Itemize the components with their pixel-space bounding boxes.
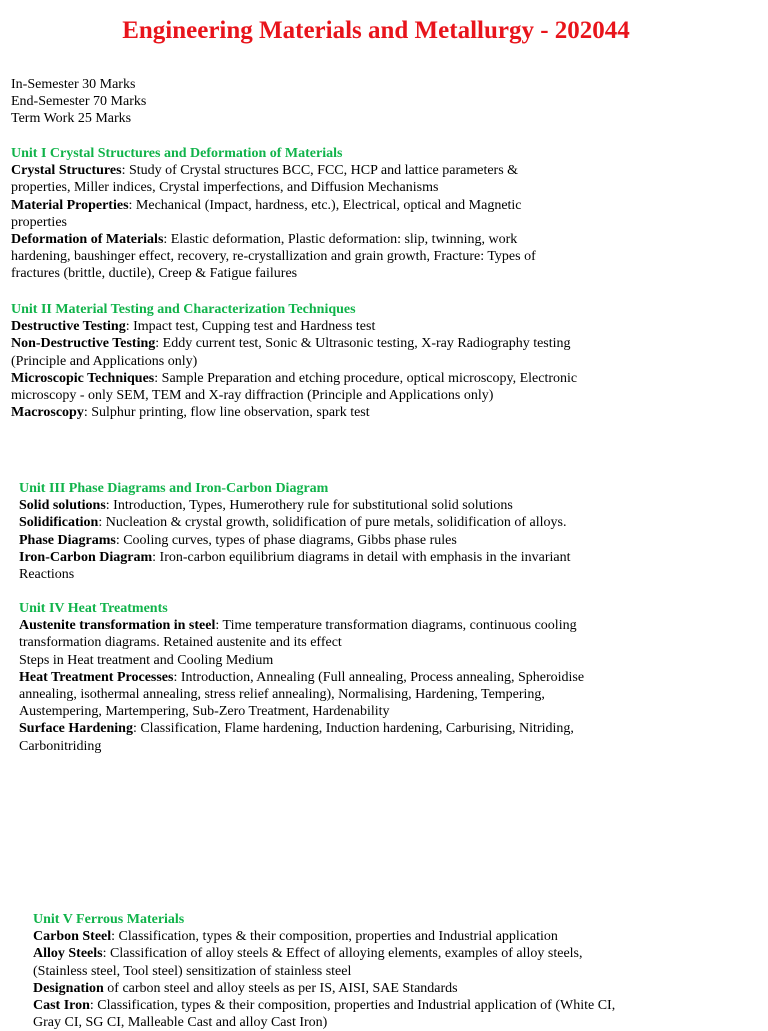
marks-in-semester: In-Semester 30 Marks (11, 77, 136, 92)
topic-name: Deformation of Materials (11, 232, 164, 248)
topic-name: Destructive Testing (11, 319, 126, 335)
topic-name: Crystal Structures (11, 163, 122, 179)
topic-paragraph (11, 318, 611, 335)
topic-paragraph (19, 720, 619, 754)
topic-paragraph (19, 532, 609, 549)
topic-paragraph (33, 945, 633, 979)
topic-paragraph (33, 997, 633, 1031)
topic-text: : Eddy current test, Sonic & Ultrasonic testing, X-ray Radiography testing (Principle and Applications only) (11, 336, 571, 369)
marks-end-semester: End-Semester 70 Marks (11, 94, 147, 110)
topic-name: Macroscopy (11, 405, 84, 421)
topic-paragraph (11, 162, 571, 196)
topic-paragraph (11, 370, 611, 404)
topic-paragraph (19, 549, 609, 583)
topic-paragraph (19, 617, 619, 651)
topic-text: of carbon steel and alloy steels as per IS, AISI, SAE Standards (103, 980, 458, 996)
topic-name: Solid solutions (19, 498, 106, 514)
unit-heading: Unit I Crystal Structures and Deformation of Materials (11, 146, 343, 161)
topic-name: Carbon Steel (33, 929, 112, 945)
topic-text: : Cooling curves, types of phase diagrams, Gibbs phase rules (115, 532, 457, 548)
topic-text: : Introduction, Types, Humerothery rule for substitutional solid solutions (105, 498, 513, 514)
topic-text: : Iron-carbon equilibrium diagrams in detail with emphasis in the invariant Reactions (19, 549, 571, 583)
topic-text: : Sample Preparation and etching procedure, optical microscopy, Electronic microscopy - only SEM, TEM and X-ray diffraction (Principle and Applications only) (11, 370, 578, 404)
topic-name: Cast Iron (33, 998, 90, 1014)
marks-list (11, 76, 146, 128)
topic-paragraph (11, 404, 611, 421)
topic-name: Non-Destructive Testing (11, 336, 156, 352)
topic-name: Phase Diagrams (19, 532, 116, 548)
topic-name: Material Properties (11, 197, 129, 213)
unit-heading: Unit IV Heat Treatments (19, 601, 168, 616)
topic-text: : Classification, types & their composition, properties and Industrial application (111, 929, 558, 945)
topic-name: Iron-Carbon Diagram (19, 549, 153, 565)
topic-text: : Nucleation & crystal growth, solidification of pure metals, solidification of alloys. (98, 515, 567, 531)
topic-name: Heat Treatment Processes (19, 669, 174, 685)
unit-4-section (19, 600, 619, 755)
topic-text: : Study of Crystal structures BCC, FCC, HCP and lattice parameters & properties, Miller indices, Crystal imperfections, and Diffusion Mechanisms (11, 163, 519, 196)
topic-text: : Mechanical (Impact, hardness, etc.), Electrical, optical and Magnetic properties (11, 197, 522, 230)
topic-name: Designation (33, 980, 104, 996)
topic-text: : Sulphur printing, flow line observation, spark test (83, 405, 370, 421)
topic-text: : Time temperature transformation diagrams, continuous cooling transformation diagrams. Retained austenite and its effect (19, 618, 577, 651)
topic-text: Steps in Heat treatment and Cooling Medium (19, 652, 274, 668)
unit-heading: Unit II Material Testing and Characterization Techniques (11, 302, 356, 317)
topic-paragraph (19, 497, 609, 514)
unit-3-section (19, 480, 609, 583)
topic-paragraph (11, 197, 571, 231)
topic-paragraph (19, 514, 609, 531)
topic-name: Solidification (19, 515, 99, 531)
topic-text: : Impact test, Cupping test and Hardness test (125, 319, 376, 335)
topic-paragraph (11, 335, 611, 369)
topic-name: Surface Hardening (19, 721, 133, 737)
topic-paragraph (19, 669, 619, 721)
marks-term-work: Term Work 25 Marks (11, 111, 132, 127)
unit-heading: Unit III Phase Diagrams and Iron-Carbon Diagram (19, 481, 329, 496)
topic-name: Austenite transformation in steel (19, 618, 216, 634)
unit-5-section (33, 911, 633, 1031)
topic-paragraph (19, 652, 619, 669)
document-title: Engineering Materials and Metallurgy - 202044 (122, 17, 630, 44)
topic-text: : Classification, Flame hardening, Induction hardening, Carburising, Nitriding, Carbonitriding (19, 721, 574, 754)
topic-name: Alloy Steels (33, 946, 103, 962)
unit-1-section (11, 145, 571, 283)
topic-name: Microscopic Techniques (11, 370, 155, 386)
topic-text: : Classification of alloy steels & Effect of alloying elements, examples of alloy steels, (Stainless steel, Tool steel) sensitization of stainless steel (33, 946, 583, 979)
topic-paragraph (33, 980, 633, 997)
topic-paragraph (33, 928, 633, 945)
topic-text: : Elastic deformation, Plastic deformation: slip, twinning, work hardening, baushinger effect, recovery, re-crystallization and grain growth, Fracture: Types of fractures (brittle, ductile), Creep & Fatigue failures (11, 232, 536, 282)
unit-heading: Unit V Ferrous Materials (33, 912, 185, 927)
topic-text: : Classification, types & their composition, properties and Industrial application of (White CI, Gray CI, SG CI, Malleable Cast and alloy Cast Iron) (33, 998, 616, 1031)
topic-text: : Introduction, Annealing (Full annealing, Process annealing, Spheroidise annealing, isothermal annealing, stress relief annealing), Normalising, Hardening, Tempering, Austempering, Martempering, Sub-Zero Treatment, Hardenability (19, 669, 585, 720)
topic-paragraph (11, 231, 571, 283)
unit-2-section (11, 301, 611, 421)
